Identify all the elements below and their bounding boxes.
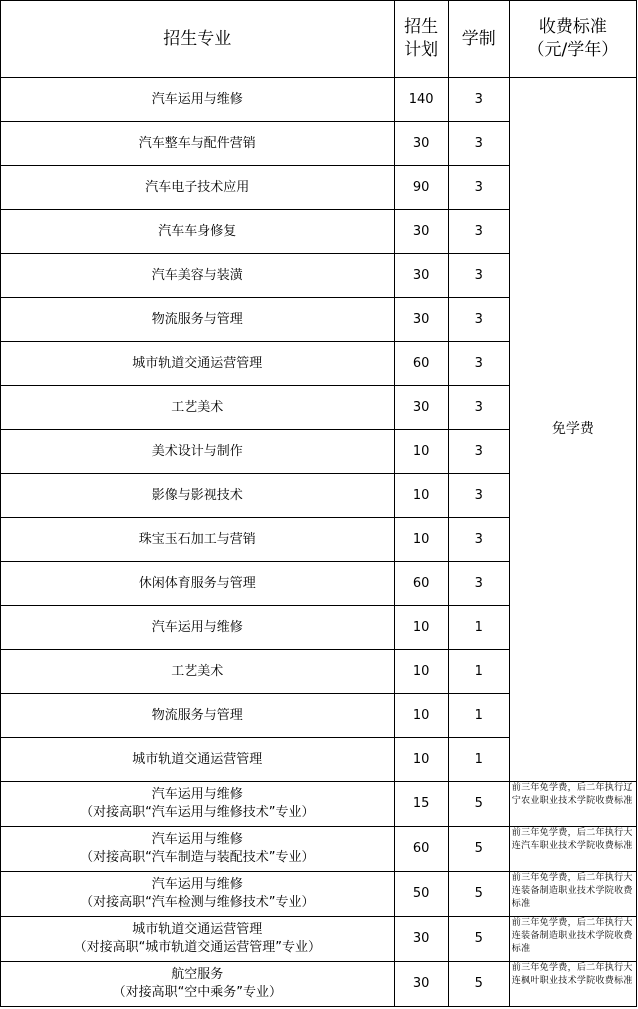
major-cell: 物流服务与管理: [1, 694, 395, 738]
major-cell: 汽车美容与装潢: [1, 254, 395, 298]
major-cell: 珠宝玉石加工与营销: [1, 518, 395, 562]
major-sub: （对接高职“汽车运用与维修技术”专业）: [80, 805, 315, 820]
years-cell: 1: [448, 694, 509, 738]
major-cell: 休闲体育服务与管理: [1, 562, 395, 606]
plan-cell: 10: [394, 518, 448, 562]
major-sub: （对接高职“汽车制造与装配技术”专业）: [80, 850, 315, 865]
fee-note-cell: 前三年免学费，后二年执行大连装备制造职业技术学院收费标准: [509, 872, 636, 917]
major-sub: （对接高职“空中乘务”专业）: [112, 985, 283, 1000]
major-cell: 汽车整车与配件营销: [1, 122, 395, 166]
plan-cell: 10: [394, 694, 448, 738]
major-cell: [1, 827, 395, 872]
major-cell: [1, 872, 395, 917]
joint-table-row: [1, 962, 637, 1007]
years-cell: 5: [448, 962, 509, 1007]
major-cell: [1, 782, 395, 827]
major-cell: 汽车运用与维修: [1, 78, 395, 122]
plan-cell: 60: [394, 827, 448, 872]
major-name: 航空服务: [171, 967, 224, 983]
major-cell: 城市轨道交通运营管理: [1, 342, 395, 386]
major-cell: 工艺美术: [1, 650, 395, 694]
plan-cell: 15: [394, 782, 448, 827]
major-cell: 汽车车身修复: [1, 210, 395, 254]
plan-cell: 60: [394, 562, 448, 606]
header-major: 招生专业: [1, 1, 395, 78]
joint-table-row: [1, 872, 637, 917]
joint-table-row: [1, 782, 637, 827]
years-cell: 5: [448, 782, 509, 827]
joint-table-row: [1, 917, 637, 962]
years-cell: 3: [448, 430, 509, 474]
years-cell: 3: [448, 342, 509, 386]
years-cell: 3: [448, 386, 509, 430]
plan-cell: 30: [394, 122, 448, 166]
major-name: 汽车运用与维修: [151, 877, 243, 893]
years-cell: 1: [448, 650, 509, 694]
years-cell: 3: [448, 78, 509, 122]
plan-cell: 30: [394, 210, 448, 254]
major-sub: （对接高职“城市轨道交通运营管理”专业）: [73, 940, 322, 955]
plan-cell: 10: [394, 606, 448, 650]
joint-table-row: [1, 827, 637, 872]
major-cell: 工艺美术: [1, 386, 395, 430]
plan-cell: 30: [394, 917, 448, 962]
fee-note-cell: 前三年免学费，后二年执行大连汽车职业技术学院收费标准: [509, 827, 636, 872]
years-cell: 3: [448, 122, 509, 166]
major-name: 汽车运用与维修: [151, 787, 243, 803]
fee-free-cell: 免学费: [509, 78, 636, 782]
major-sub: （对接高职“汽车检测与维修技术”专业）: [80, 895, 315, 910]
fee-note-cell: 前三年免学费，后二年执行大连枫叶职业技术学院收费标准: [509, 962, 636, 1007]
years-cell: 3: [448, 518, 509, 562]
plan-cell: 10: [394, 650, 448, 694]
years-cell: 5: [448, 827, 509, 872]
plan-cell: 30: [394, 254, 448, 298]
major-cell: [1, 962, 395, 1007]
major-cell: 城市轨道交通运营管理: [1, 738, 395, 782]
years-cell: 5: [448, 872, 509, 917]
years-cell: 3: [448, 474, 509, 518]
plan-cell: 10: [394, 474, 448, 518]
major-cell: 物流服务与管理: [1, 298, 395, 342]
plan-cell: 90: [394, 166, 448, 210]
years-cell: 3: [448, 254, 509, 298]
plan-cell: 30: [394, 298, 448, 342]
header-plan: 招生 计划: [394, 1, 448, 78]
major-cell: 汽车电子技术应用: [1, 166, 395, 210]
plan-cell: 140: [394, 78, 448, 122]
header-years: 学制: [448, 1, 509, 78]
years-cell: 1: [448, 606, 509, 650]
major-cell: 影像与影视技术: [1, 474, 395, 518]
years-cell: 3: [448, 562, 509, 606]
years-cell: 3: [448, 210, 509, 254]
years-cell: 1: [448, 738, 509, 782]
plan-cell: 30: [394, 962, 448, 1007]
plan-cell: 10: [394, 430, 448, 474]
major-cell: 美术设计与制作: [1, 430, 395, 474]
plan-cell: 50: [394, 872, 448, 917]
major-name: 汽车运用与维修: [151, 832, 243, 848]
major-name: 城市轨道交通运营管理: [132, 922, 263, 938]
table-header-row: [1, 1, 637, 78]
fee-note-cell: 前三年免学费，后二年执行辽宁农业职业技术学院收费标准: [509, 782, 636, 827]
years-cell: 5: [448, 917, 509, 962]
years-cell: 3: [448, 298, 509, 342]
plan-cell: 10: [394, 738, 448, 782]
plan-cell: 60: [394, 342, 448, 386]
table-row: [1, 78, 637, 122]
fee-note-cell: 前三年免学费，后二年执行大连装备制造职业技术学院收费标准: [509, 917, 636, 962]
plan-cell: 30: [394, 386, 448, 430]
header-fee: 收费标准 （元/学年）: [509, 1, 636, 78]
major-cell: 汽车运用与维修: [1, 606, 395, 650]
years-cell: 3: [448, 166, 509, 210]
major-cell: [1, 917, 395, 962]
